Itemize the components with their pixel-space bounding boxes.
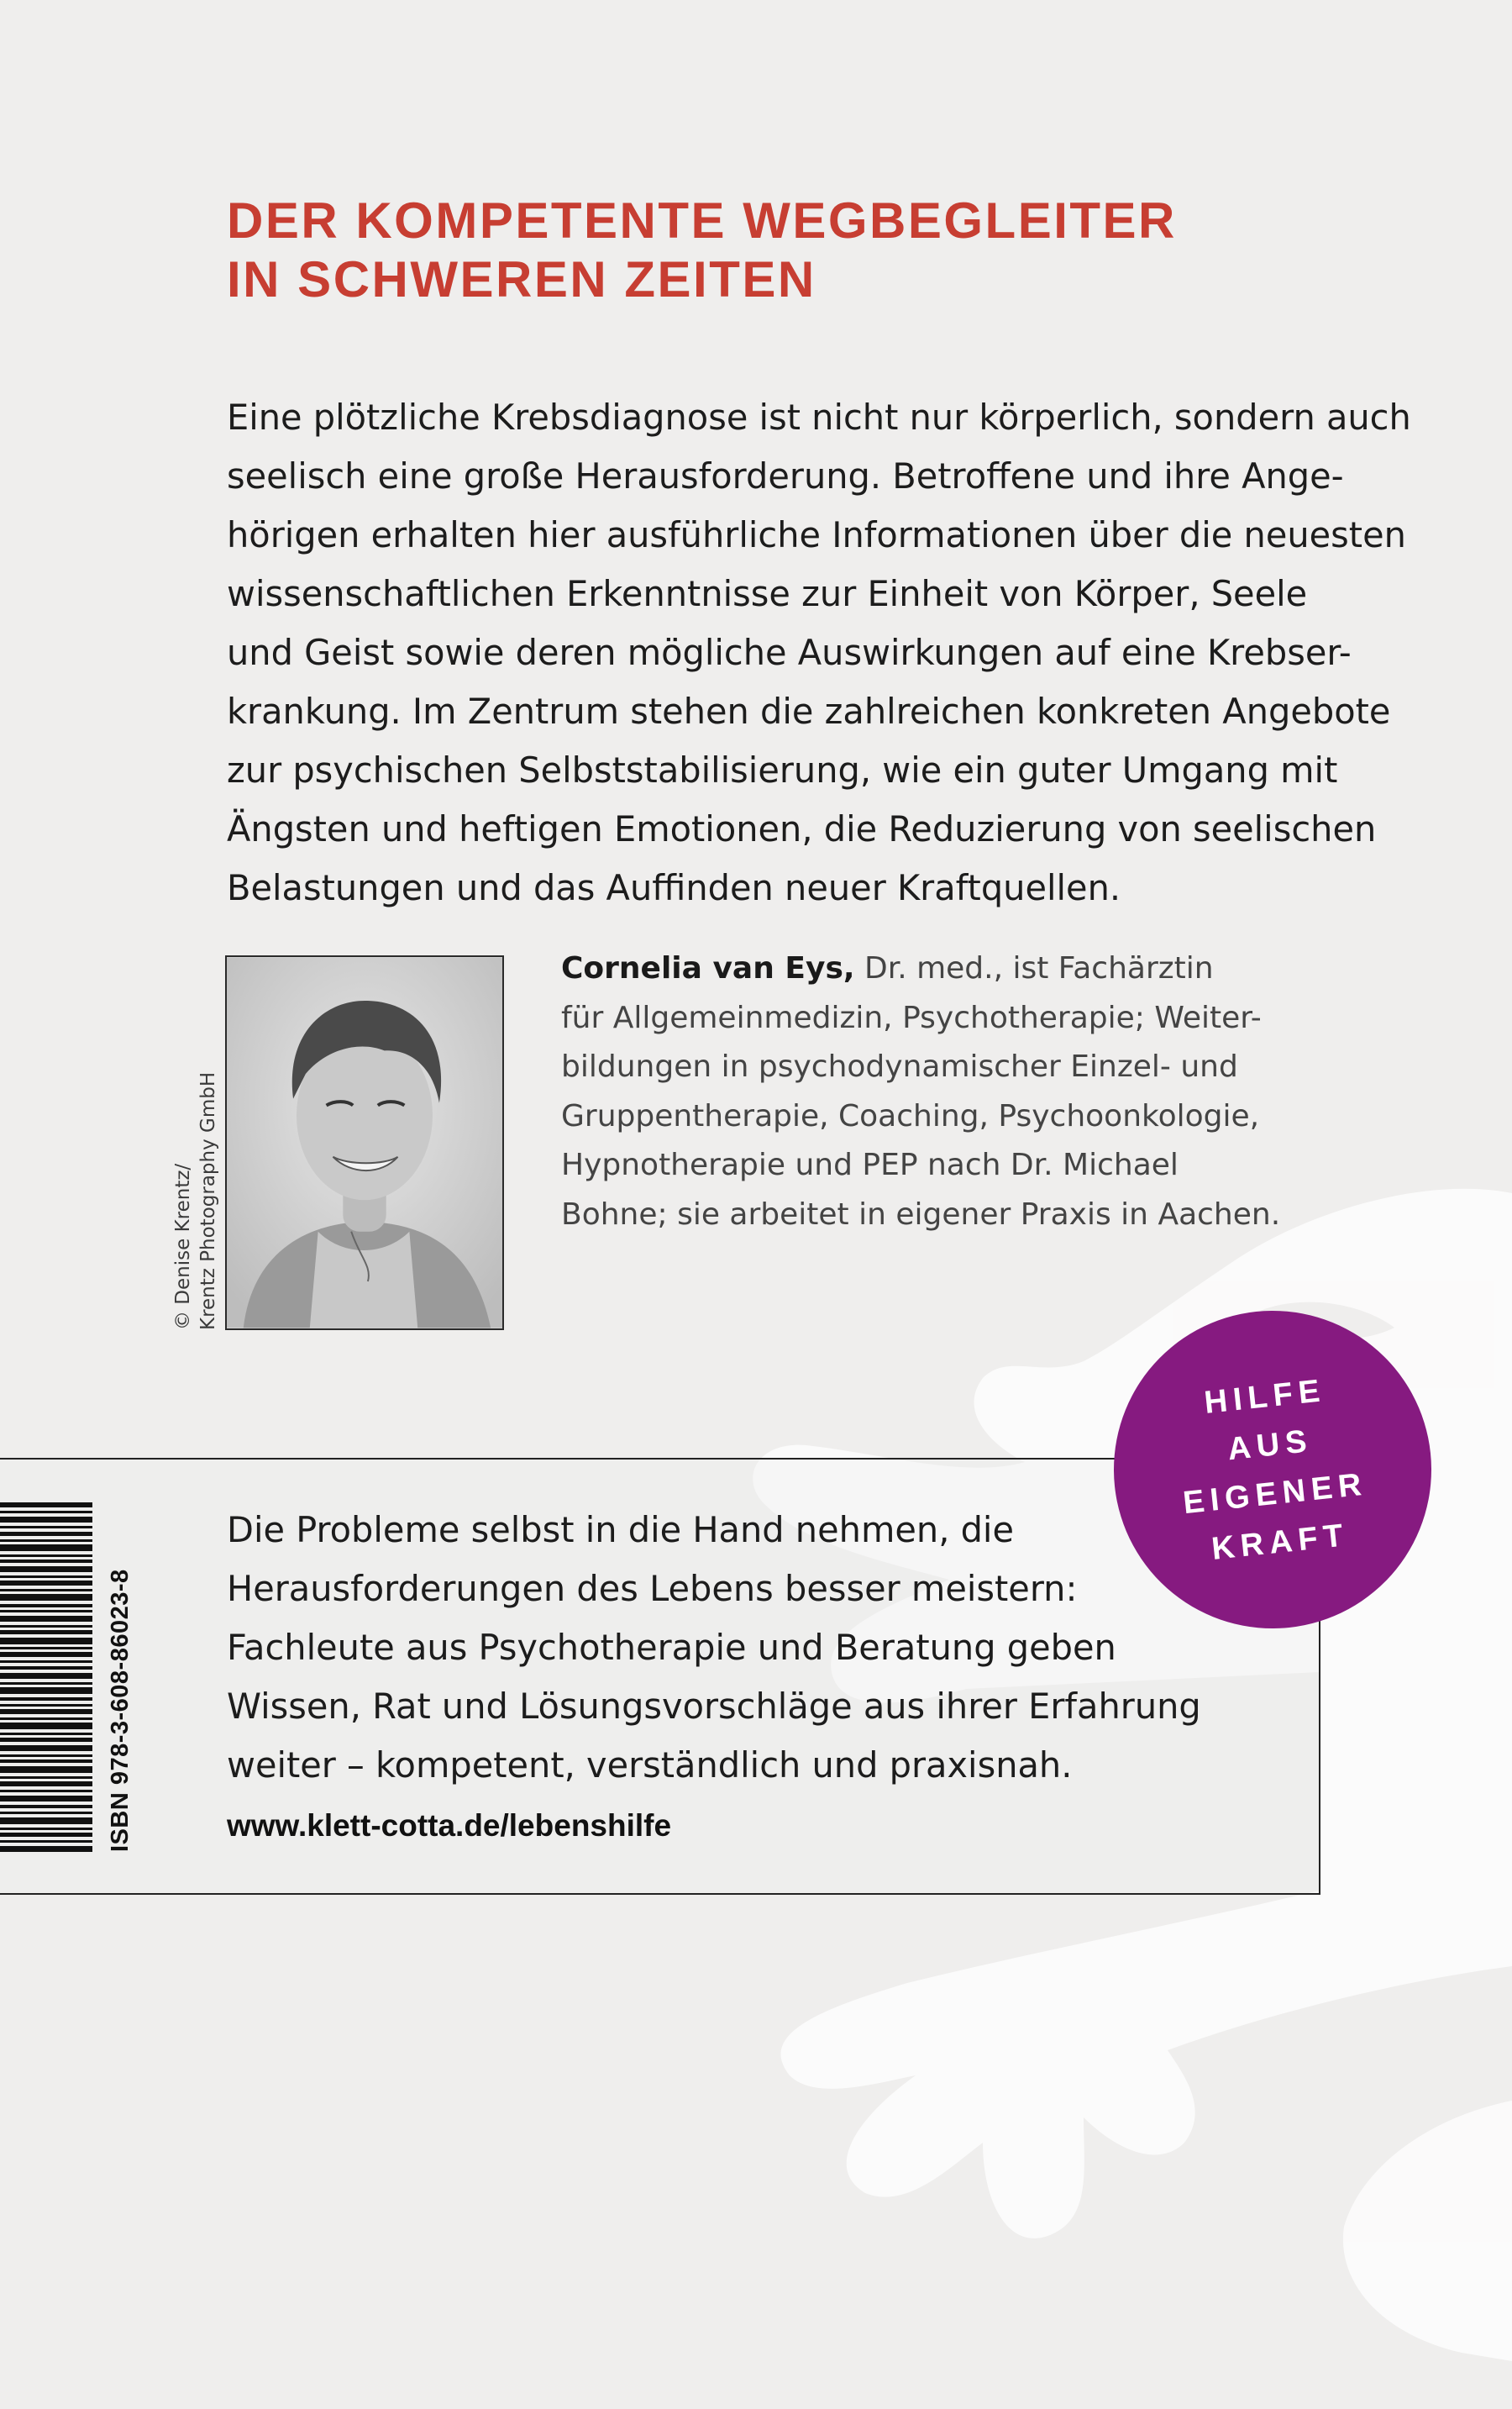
headline (227, 192, 1177, 309)
author-portrait-graphic (227, 957, 502, 1328)
intro-line: krankung. Im Zentrum stehen die zahlreichen konkreten Angebote (227, 691, 1391, 732)
bio-line: Hypnotherapie und PEP nach Dr. Michael (561, 1148, 1179, 1182)
intro-line: wissenschaftlichen Erkenntnisse zur Einheit von Körper, Seele (227, 573, 1308, 614)
bio-line: für Allgemeinmedizin, Psychotherapie; Weiter- (561, 1000, 1262, 1035)
barcode-graphic (0, 1502, 92, 1855)
badge-line: HILFE (1202, 1373, 1328, 1421)
bio-line: bildungen in psychodynamischer Einzel- und (561, 1049, 1238, 1084)
headline-line: DER KOMPETENTE WEGBEGLEITER (227, 192, 1177, 249)
headline-line: IN SCHWEREN ZEITEN (227, 251, 816, 308)
isbn-number: ISBN 978-3-608-86023-8 (107, 1569, 134, 1852)
intro-line: seelisch eine große Herausforderung. Betroffene und ihre Ange- (227, 455, 1344, 497)
series-line: Herausforderungen des Lebens besser meistern: (227, 1568, 1078, 1609)
photo-credit-line: Krentz Photography GmbH (197, 1071, 219, 1330)
photo-credit-line: © Denise Krentz/ (172, 1163, 194, 1330)
intro-line: Eine plötzliche Krebsdiagnose ist nicht nur körperlich, sondern auch (227, 397, 1411, 438)
intro-line: hörigen erhalten hier ausführliche Informationen über die neuesten (227, 514, 1406, 555)
publisher-url[interactable]: www.klett-cotta.de/lebenshilfe (227, 1808, 672, 1843)
author-bio (561, 944, 1317, 1239)
badge-line: AUS (1226, 1423, 1315, 1468)
bio-first-line (561, 944, 1317, 994)
intro-line: Belastungen und das Auffinden neuer Kraftquellen. (227, 867, 1121, 908)
series-line: Wissen, Rat und Lösungsvorschläge aus ihrer Erfahrung (227, 1686, 1201, 1727)
bio-first-line-rest: Dr. med., ist Fachärztin (854, 951, 1214, 986)
author-photo (225, 955, 504, 1330)
intro-line: und Geist sowie deren mögliche Auswirkungen auf eine Krebser- (227, 632, 1352, 673)
author-name: Cornelia van Eys, (561, 951, 855, 986)
bio-line: Gruppentherapie, Coaching, Psychoonkologie, (561, 1098, 1260, 1133)
intro-line: Ängsten und heftigen Emotionen, die Reduzierung von seelischen (227, 808, 1377, 849)
photo-credit (171, 960, 221, 1330)
intro-paragraph (227, 388, 1445, 918)
intro-line: zur psychischen Selbststabilisierung, wie ein guter Umgang mit (227, 750, 1338, 791)
badge-line: EIGENER (1181, 1466, 1369, 1522)
series-line: weiter – kompetent, verständlich und praxisnah. (227, 1744, 1073, 1786)
bio-line: Bohne; sie arbeitet in eigener Praxis in Aachen. (561, 1197, 1281, 1232)
series-line: Die Probleme selbst in die Hand nehmen, die (227, 1509, 1014, 1550)
badge-line: KRAFT (1210, 1517, 1351, 1567)
series-line: Fachleute aus Psychotherapie und Beratung geben (227, 1627, 1116, 1668)
